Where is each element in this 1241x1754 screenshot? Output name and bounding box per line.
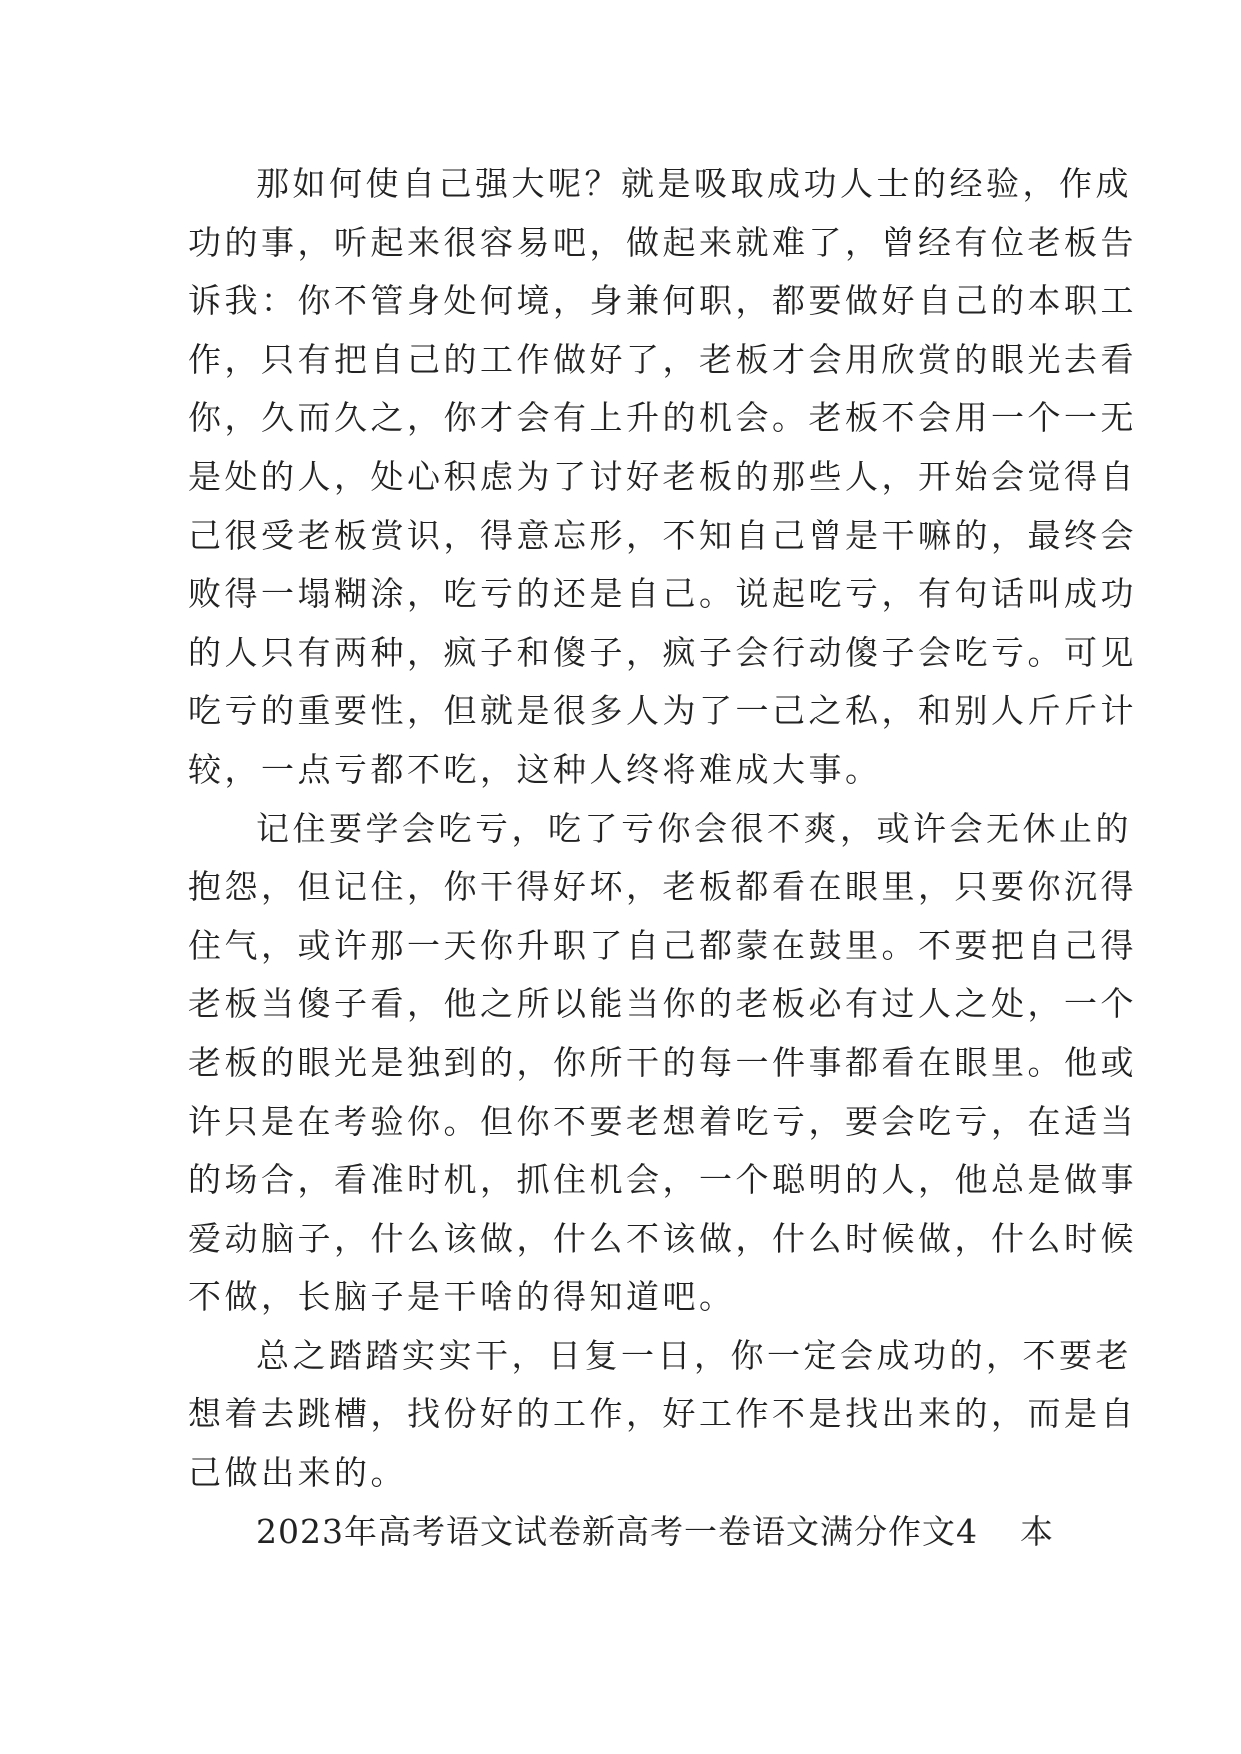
text-line: 不做，长脑子是干啥的得知道吧。 <box>188 1277 736 1317</box>
text-line: 爱动脑子，什么该做，什么不该做，什么时候做，什么时候 <box>188 1218 1137 1258</box>
text-line: 功的事，听起来很容易吧，做起来就难了，曾经有位老板告 <box>188 222 1137 262</box>
text-line: 记住要学会吃亏，吃了亏你会很不爽，或许会无休止的 <box>256 808 1132 848</box>
text-line: 总之踏踏实实干，日复一日，你一定会成功的，不要老 <box>256 1335 1132 1375</box>
text-line: 较，一点亏都不吃，这种人终将难成大事。 <box>188 749 882 789</box>
text-line: 那如何使自己强大呢？就是吸取成功人士的经验，作成 <box>256 164 1132 203</box>
text-line: 老板的眼光是独到的，你所干的每一件事都看在眼里。他或 <box>188 1042 1137 1082</box>
text-line: 吃亏的重要性，但就是很多人为了一己之私，和别人斤斤计 <box>188 691 1137 731</box>
text-line: 诉我：你不管身处何境，身兼何职，都要做好自己的本职工 <box>188 281 1137 321</box>
section-heading <box>188 1503 1054 1562</box>
text-line: 抱怨，但记住，你干得好坏，老板都看在眼里，只要你沉得 <box>188 867 1137 907</box>
document-body <box>188 155 1137 1561</box>
text-line: 败得一塌糊涂，吃亏的还是自己。说起吃亏，有句话叫成功 <box>188 574 1137 614</box>
section-heading-trailing: 本 <box>1020 1511 1054 1551</box>
text-line: 老板当傻子看，他之所以能当你的老板必有过人之处，一个 <box>188 984 1137 1024</box>
paragraph-3 <box>188 1327 1137 1503</box>
paragraph-1 <box>188 155 1137 800</box>
text-line: 想着去跳槽，找份好的工作，好工作不是找出来的，而是自 <box>188 1394 1137 1434</box>
paragraph-2 <box>188 800 1137 1327</box>
text-line: 己做出来的。 <box>188 1453 407 1493</box>
text-line: 己很受老板赏识，得意忘形，不知自己曾是干嘛的，最终会 <box>188 515 1137 555</box>
section-heading-title: 2023年高考语文试卷新高考一卷语文满分作文4 <box>256 1511 978 1551</box>
text-line: 是处的人，处心积虑为了讨好老板的那些人，开始会觉得自 <box>188 456 1137 496</box>
text-line: 住气，或许那一天你升职了自己都蒙在鼓里。不要把自己得 <box>188 925 1137 965</box>
text-line: 作，只有把自己的工作做好了，老板才会用欣赏的眼光去看 <box>188 339 1137 379</box>
text-line: 的人只有两种，疯子和傻子，疯子会行动傻子会吃亏。可见 <box>188 632 1137 672</box>
text-line: 许只是在考验你。但你不要老想着吃亏，要会吃亏，在适当 <box>188 1101 1137 1141</box>
text-line: 你，久而久之，你才会有上升的机会。老板不会用一个一无 <box>188 398 1137 438</box>
text-line: 的场合，看准时机，抓住机会，一个聪明的人，他总是做事 <box>188 1160 1137 1200</box>
